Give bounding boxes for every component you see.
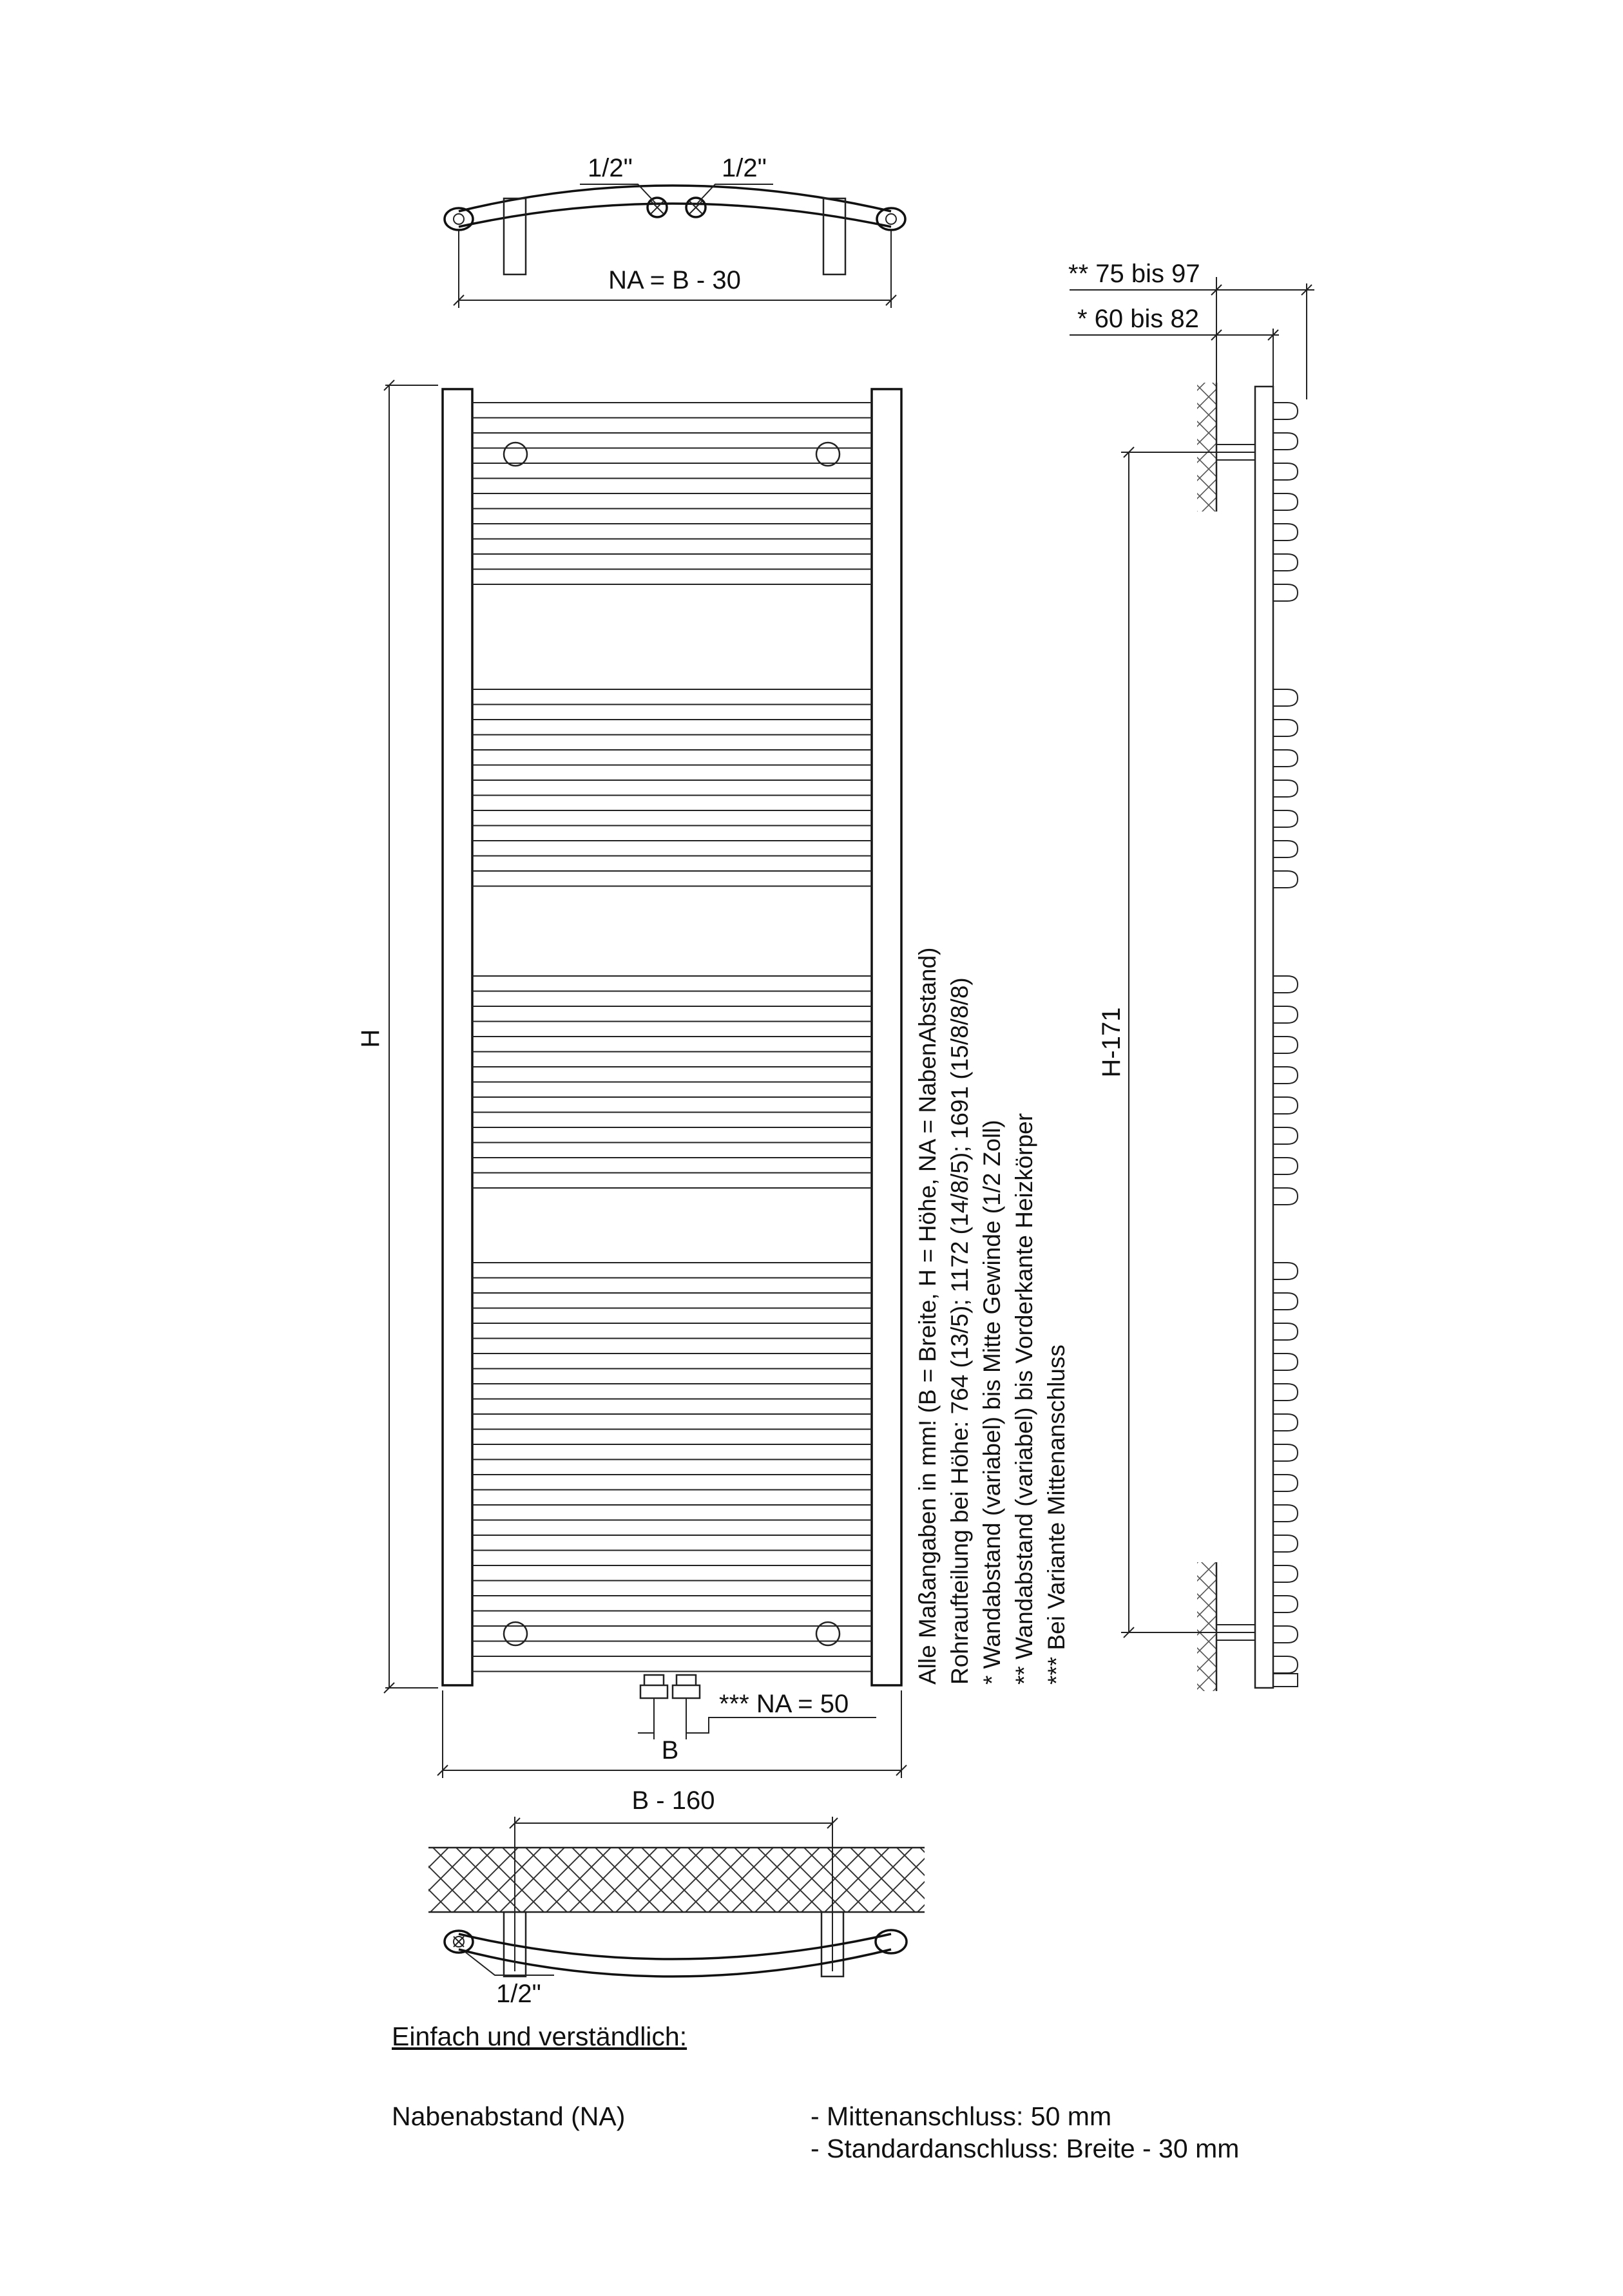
- side-tube-profile: [1273, 720, 1298, 736]
- front-view: [384, 380, 907, 1778]
- side-tube-profile: [1273, 433, 1298, 450]
- side-mount-height-label: H-171: [1097, 1007, 1126, 1078]
- side-tube-profile: [1273, 463, 1298, 480]
- side-tube-profile: [1273, 689, 1298, 706]
- note-line-5: *** Bei Variante Mittenanschluss: [1043, 1344, 1070, 1685]
- footer-center-connection: - Mittenanschluss: 50 mm: [811, 2101, 1112, 2131]
- side-tube-profile: [1273, 493, 1298, 510]
- bottom-thread-label: 1/2": [496, 1980, 541, 2008]
- side-tube-profile: [1273, 1158, 1298, 1174]
- side-tube-profile: [1273, 1293, 1298, 1310]
- side-tube-profile: [1273, 780, 1298, 797]
- side-tube-profile: [1273, 1535, 1298, 1552]
- side-tube-profile: [1273, 524, 1298, 541]
- footer-standard-connection: - Standardanschluss: Breite - 30 mm: [811, 2134, 1240, 2163]
- side-tube-profile: [1273, 584, 1298, 601]
- note-line-1: Alle Maßangaben in mm! (B = Breite, H = Höhe, NA = NabenAbstand): [914, 947, 941, 1685]
- side-dim-single-star-label: * 60 bis 82: [1077, 305, 1200, 333]
- side-tube-profile: [1273, 750, 1298, 767]
- side-tube-profile: [1273, 1097, 1298, 1114]
- note-line-3: * Wandabstand (variabel) bis Mitte Gewinde (1/2 Zoll): [979, 1120, 1005, 1685]
- notes-block: [914, 947, 1070, 1685]
- side-view: [1070, 277, 1314, 1691]
- front-height-dimension-label: H: [356, 1029, 385, 1048]
- side-tube-profile: [1273, 1565, 1298, 1582]
- side-tube-profile: [1273, 841, 1298, 857]
- side-dim-double-star-label: ** 75 bis 97: [1068, 260, 1200, 288]
- side-tube-profile: [1273, 871, 1298, 888]
- note-line-2: Rohraufteilung bei Höhe: 764 (13/5); 1172 (14/8/5); 1691 (15/8/8/8): [946, 977, 973, 1685]
- side-tube-profile: [1273, 1188, 1298, 1205]
- front-center-na-label: *** NA = 50: [719, 1690, 849, 1718]
- side-tube-profile: [1273, 1263, 1298, 1279]
- note-line-4: ** Wandabstand (variabel) bis Vorderkante Heizkörper: [1011, 1113, 1037, 1685]
- top-right-thread-label: 1/2": [722, 154, 767, 182]
- bottom-view: [428, 1817, 925, 1976]
- bottom-bracket-spacing-label: B - 160: [631, 1786, 715, 1815]
- side-tube-profile: [1273, 1505, 1298, 1522]
- side-tube-profile: [1273, 1596, 1298, 1612]
- side-tube-profile: [1273, 1127, 1298, 1144]
- side-tube-profile: [1273, 1444, 1298, 1461]
- side-tube-profile: [1273, 1354, 1298, 1370]
- side-tube-profile: [1273, 1384, 1298, 1401]
- side-tube-profile: [1273, 810, 1298, 827]
- horizontal-tubes: [472, 403, 872, 1672]
- side-tube-profile: [1273, 554, 1298, 571]
- side-tube-profile: [1273, 976, 1298, 993]
- front-width-dimension-label: B: [661, 1736, 679, 1765]
- side-tube-profile: [1273, 1414, 1298, 1431]
- side-tube-profile: [1273, 1006, 1298, 1023]
- side-tube-profile: [1273, 1323, 1298, 1340]
- side-tube-profile: [1273, 1626, 1298, 1643]
- side-tube-profiles: [1273, 403, 1298, 1673]
- footer-heading: Einfach und verständlich:: [392, 2022, 687, 2051]
- top-width-dimension-label: NA = B - 30: [608, 266, 741, 294]
- top-left-thread-label: 1/2": [588, 154, 633, 182]
- footer-term: Nabenabstand (NA): [392, 2101, 626, 2131]
- side-tube-profile: [1273, 1656, 1298, 1673]
- side-tube-profile: [1273, 1037, 1298, 1053]
- side-tube-profile: [1273, 403, 1298, 419]
- side-tube-profile: [1273, 1067, 1298, 1084]
- side-tube-profile: [1273, 1475, 1298, 1491]
